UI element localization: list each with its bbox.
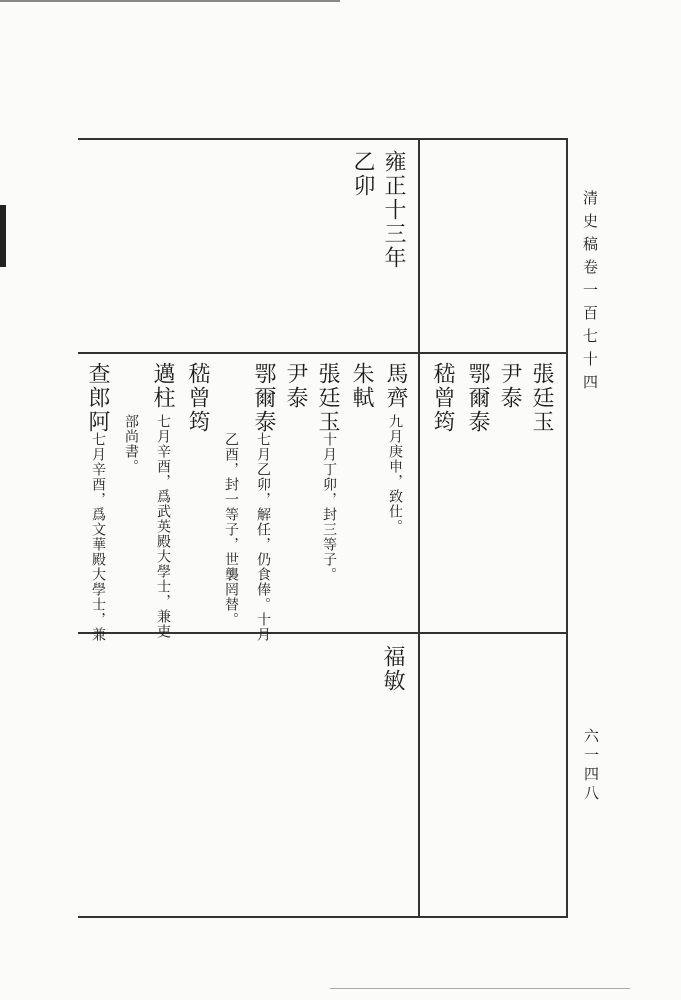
row-divider-lower xyxy=(78,632,567,634)
entry-name-ji-zengyun: 嵇曾筠 xyxy=(185,362,210,434)
table-right-border xyxy=(566,138,568,917)
entry-note-mai-zhu-2: 部尚書。 xyxy=(123,414,139,474)
entry-note-e-ertai-2: 乙酉，封一等子，世襲罔替。 xyxy=(223,432,239,627)
entry-name-e-ertai: 鄂爾泰 xyxy=(251,362,276,434)
entry-note-cha-langa: 七月辛酉，爲文華殿大學士，兼 xyxy=(90,432,106,642)
entry-name-cha-langa: 查郎阿 xyxy=(85,362,110,434)
column-divider xyxy=(418,138,420,917)
entry-name-zhang-tingyu: 張廷玉 xyxy=(315,362,340,434)
table-top-border xyxy=(78,138,568,140)
entry-name-zhu-shi: 朱軾 xyxy=(349,362,374,410)
scan-bottom-noise xyxy=(330,988,630,989)
entry-note-mai-zhu-1: 七月辛酉，爲武英殿大學士，兼吏 xyxy=(155,414,171,639)
entry-name-yin-tai: 尹泰 xyxy=(283,362,308,410)
right-name-yin-tai: 尹泰 xyxy=(497,362,522,410)
entry-name-ma-qi: 馬齊 xyxy=(383,362,408,410)
lower-right-name-fu-min: 福敏 xyxy=(380,645,405,693)
right-name-e-ertai: 鄂爾泰 xyxy=(465,362,490,434)
running-title: 清史稿卷一百七十四 xyxy=(581,190,599,397)
right-name-ji-zengyun: 嵇曾筠 xyxy=(430,362,455,434)
entry-note-e-ertai-1: 七月乙卯，解任，仍食俸。十月 xyxy=(255,432,271,642)
table-bottom-border xyxy=(78,916,568,918)
year-heading: 雍正十三年 xyxy=(381,150,406,270)
row-divider-upper xyxy=(78,352,567,354)
entry-note-ma-qi: 九月庚申，致仕。 xyxy=(387,414,403,534)
page-number: 六一四八 xyxy=(582,728,600,804)
scan-edge-mark xyxy=(0,205,6,267)
scan-top-rule xyxy=(0,0,340,2)
entry-name-mai-zhu: 邁柱 xyxy=(150,362,175,410)
entry-note-zhang-tingyu: 十月丁卯，封三等子。 xyxy=(321,432,337,582)
right-name-zhang-tingyu: 張廷玉 xyxy=(529,362,554,434)
ganzhi-heading: 乙卯 xyxy=(350,150,375,198)
